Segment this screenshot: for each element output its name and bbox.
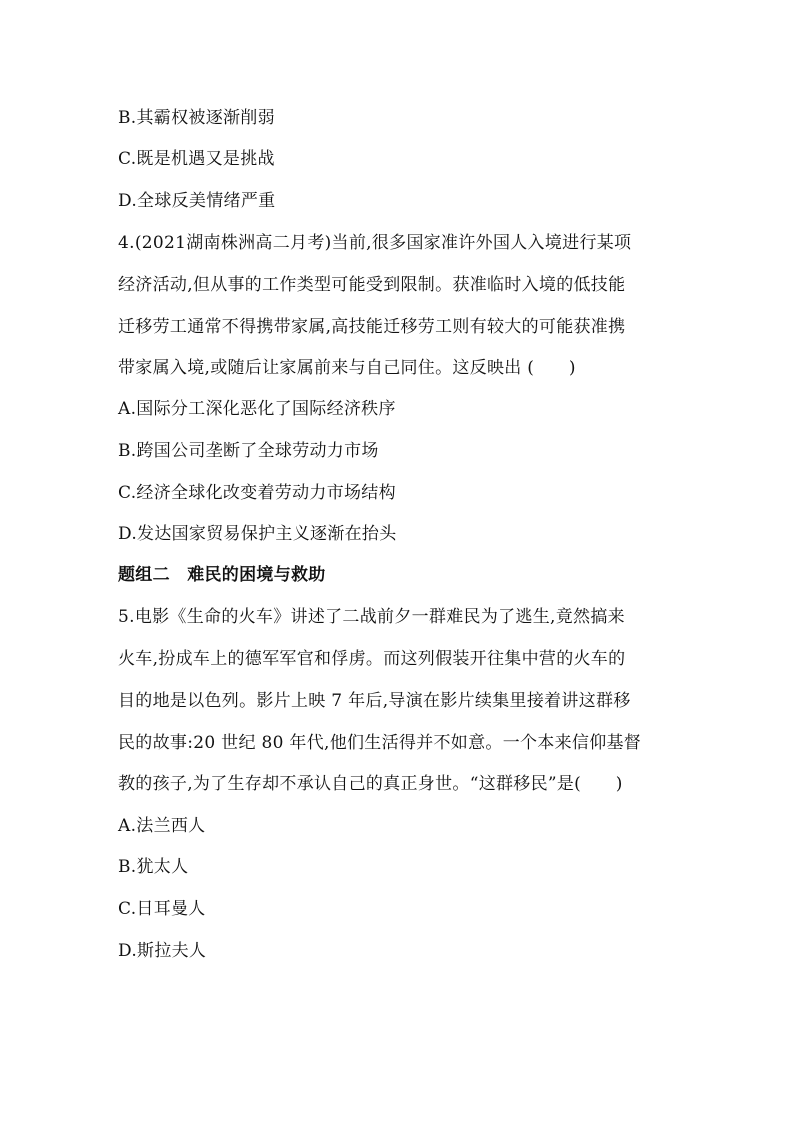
q4-stem-line-4: 带家属入境,或随后让家属前来与自己同住。这反映出 ( ) <box>118 358 576 378</box>
q5-option-c: C.日耳曼人 <box>118 899 206 919</box>
q3-option-d: D.全球反美情绪严重 <box>118 191 276 211</box>
q4-stem-line-2: 经济活动,但从事的工作类型可能受到限制。获准临时入境的低技能 <box>118 275 626 295</box>
q4-stem-line-3: 迁移劳工通常不得携带家属,高技能迁移劳工则有较大的可能获准携 <box>118 317 626 337</box>
q5-stem-line-5: 教的孩子,为了生存却不承认自己的真正身世。“这群移民”是( ) <box>118 774 623 794</box>
q3-option-b: B.其霸权被逐渐削弱 <box>118 108 275 128</box>
q3-option-c: C.既是机遇又是挑战 <box>118 149 275 169</box>
q4-option-d: D.发达国家贸易保护主义逐渐在抬头 <box>118 524 397 544</box>
q5-stem-line-2: 火车,扮成车上的德军军官和俘虏。而这列假装开往集中营的火车的 <box>118 649 626 669</box>
q5-stem-line-3: 目的地是以色列。影片上映 7 年后,导演在影片续集里接着讲这群移 <box>118 691 631 711</box>
q4-option-a: A.国际分工深化恶化了国际经济秩序 <box>118 399 396 419</box>
q5-option-d: D.斯拉夫人 <box>118 941 207 961</box>
q5-option-b: B.犹太人 <box>118 857 189 877</box>
q4-option-b: B.跨国公司垄断了全球劳动力市场 <box>118 441 379 461</box>
q4-option-c: C.经济全球化改变着劳动力市场结构 <box>118 483 396 503</box>
q4-stem-line-1: 4.(2021湖南株洲高二月考)当前,很多国家准许外国人入境进行某项 <box>118 233 632 253</box>
q5-stem-line-4: 民的故事:20 世纪 80 年代,他们生活得并不如意。一个本来信仰基督 <box>118 733 642 753</box>
group2-heading: 题组二 难民的困境与救助 <box>118 565 326 585</box>
q5-option-a: A.法兰西人 <box>118 816 206 836</box>
q5-stem-line-1: 5.电影《生命的火车》讲述了二战前夕一群难民为了逃生,竟然搞来 <box>118 607 625 627</box>
